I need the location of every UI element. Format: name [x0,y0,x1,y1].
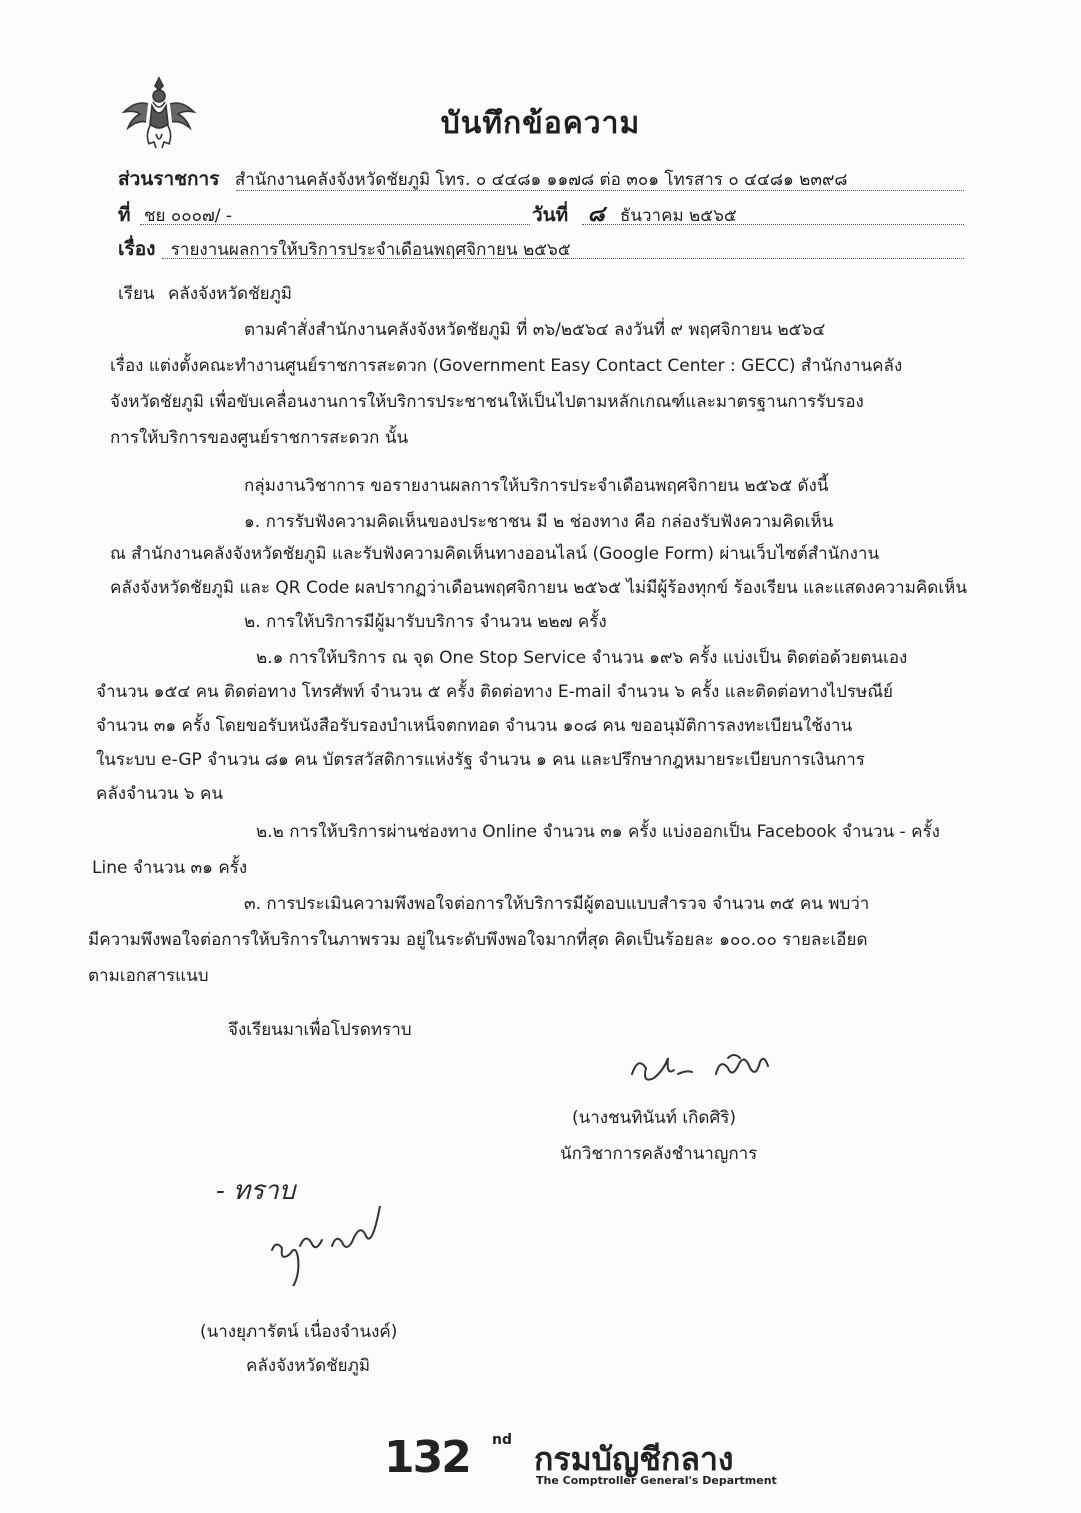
p1-line-2: เรื่อง แต่งตั้งคณะทำงานศูนย์ราชการสะดวก (Government Easy Contact Center : GECC) สำนักงานคลัง [110,356,903,376]
footer-logo [384,1432,804,1492]
p2-line: กลุ่มงานวิชาการ ขอรายงานผลการให้บริการประจำเดือนพฤศจิกายน ๒๕๖๕ ดังนี้ [244,476,829,496]
footer-number: 132 [384,1432,470,1483]
signer1-position: นักวิชาการคลังชำนาญการ [560,1144,758,1164]
to-label: เรียน [118,284,155,304]
item21-line-4: ในระบบ e-GP จำนวน ๘๑ คน บัตรสวัสดิการแห่งรัฐ จำนวน ๑ คน และปรึกษากฎหมายระเบียบการเงินการ [96,750,865,770]
signer2-position: คลังจังหวัดชัยภูมิ [246,1356,371,1376]
ref-label: ที่ [118,204,131,226]
memo-title: บันทึกข้อความ [440,106,641,141]
ref-row [118,200,232,230]
p1-line-1: ตามคำสั่งสำนักงานคลังจังหวัดชัยภูมิ ที่ ๓๖/๒๕๖๔ ลงวันที่ ๙ พฤศจิกายน ๒๕๖๔ [244,320,826,340]
p1-line-4: การให้บริการของศูนย์ราชการสะดวก นั้น [110,428,409,448]
signature-1-icon [626,1044,786,1094]
item22-line-1: ๒.๒ การให้บริการผ่านช่องทาง Online จำนวน ๓๑ ครั้ง แบ่งออกเป็น Facebook จำนวน - ครั้ง [256,822,940,842]
subject-dotline [162,258,964,259]
p1-line-3: จังหวัดชัยภูมิ เพื่อขับเคลื่อนงานการให้บริการประชาชนให้เป็นไปตามหลักเกณฑ์และมาตรฐานการรับรอง [110,392,864,412]
footer-org-thai: กรมบัญชีกลาง [534,1440,734,1478]
subject-label: เรื่อง [118,238,156,260]
date-value: ธันวาคม ๒๕๖๕ [619,206,737,226]
ref-value: ชย ๐๐๐๗/ - [143,206,233,226]
item21-line-3: จำนวน ๓๑ ครั้ง โดยขอรับหนังสือรับรองบำเหน็จตกทอด จำนวน ๑๐๘ คน ขออนุมัติการลงทะเบียนใช้งาน [96,716,853,736]
signer1-name: (นางชนทินันท์ เกิดศิริ) [572,1108,737,1128]
footer-suffix: nd [492,1432,512,1448]
item1-line-2: ณ สำนักงานคลังจังหวัดชัยภูมิ และรับฟังความคิดเห็นทางออนไลน์ (Google Form) ผ่านเว็บไซต์สำนักงาน [110,544,880,564]
item2-line: ๒. การให้บริการมีผู้มารับบริการ จำนวน ๒๒๗ ครั้ง [244,612,607,632]
date-day-handwritten: ๘ [587,201,605,227]
subject-row [118,234,571,264]
closing-line: จึงเรียนมาเพื่อโปรดทราบ [228,1020,412,1040]
agency-dotline [236,190,964,191]
item3-line-1: ๓. การประเมินความพึงพอใจต่อการให้บริการมีผู้ตอบแบบสำรวจ จำนวน ๓๕ คน พบว่า [244,894,870,914]
agency-label: ส่วนราชการ [118,168,220,190]
subject-value: รายงานผลการให้บริการประจำเดือนพฤศจิกายน ๒๕๖๕ [170,240,571,260]
item21-line-2: จำนวน ๑๕๔ คน ติดต่อทาง โทรศัพท์ จำนวน ๕ ครั้ง ติดต่อทาง E-mail จำนวน ๖ ครั้ง และติดต่อทางไปรษณีย์ [96,682,893,702]
item3-line-3: ตามเอกสารแนบ [88,966,209,986]
signer2-name: (นางยุภารัตน์ เนื่องจำนงค์) [200,1322,398,1342]
agency-value: สำนักงานคลังจังหวัดชัยภูมิ โทร. ๐ ๔๔๘๑ ๑๑๗๘ ต่อ ๓๐๑ โทรสาร ๐ ๔๔๘๑ ๒๓๙๘ [234,170,848,190]
to-value: คลังจังหวัดชัยภูมิ [167,284,292,304]
item21-line-5: คลังจำนวน ๖ คน [96,784,223,804]
date-label: วันที่ [532,204,569,226]
footer-org-english: The Comptroller General's Department [536,1474,777,1487]
item3-line-2: มีความพึงพอใจต่อการให้บริการในภาพรวม อยู่ในระดับพึงพอใจมากที่สุด คิดเป็นร้อยละ ๑๐๐.๐๐ รายละเอียด [88,930,868,950]
approval-note-handwritten: - ทราบ [216,1176,296,1206]
salutation [118,280,292,308]
signature-2-icon [262,1206,402,1286]
ref-dotline [140,224,530,225]
item1-line-1: ๑. การรับฟังความคิดเห็นของประชาชน มี ๒ ช่องทาง คือ กล่องรับฟังความคิดเห็น [244,512,834,532]
date-row [532,196,737,231]
item1-line-3: คลังจังหวัดชัยภูมิ และ QR Code ผลปรากฏว่าเดือนพฤศจิกายน ๒๕๖๕ ไม่มีผู้ร้องทุกข์ ร้องเรียน และแสดงความคิดเห็น [110,578,967,598]
item21-line-1: ๒.๑ การให้บริการ ณ จุด One Stop Service จำนวน ๑๙๖ ครั้ง แบ่งเป็น ติดต่อด้วยตนเอง [256,648,908,668]
item22-line-2: Line จำนวน ๓๑ ครั้ง [92,858,248,878]
date-dotline [582,224,964,225]
